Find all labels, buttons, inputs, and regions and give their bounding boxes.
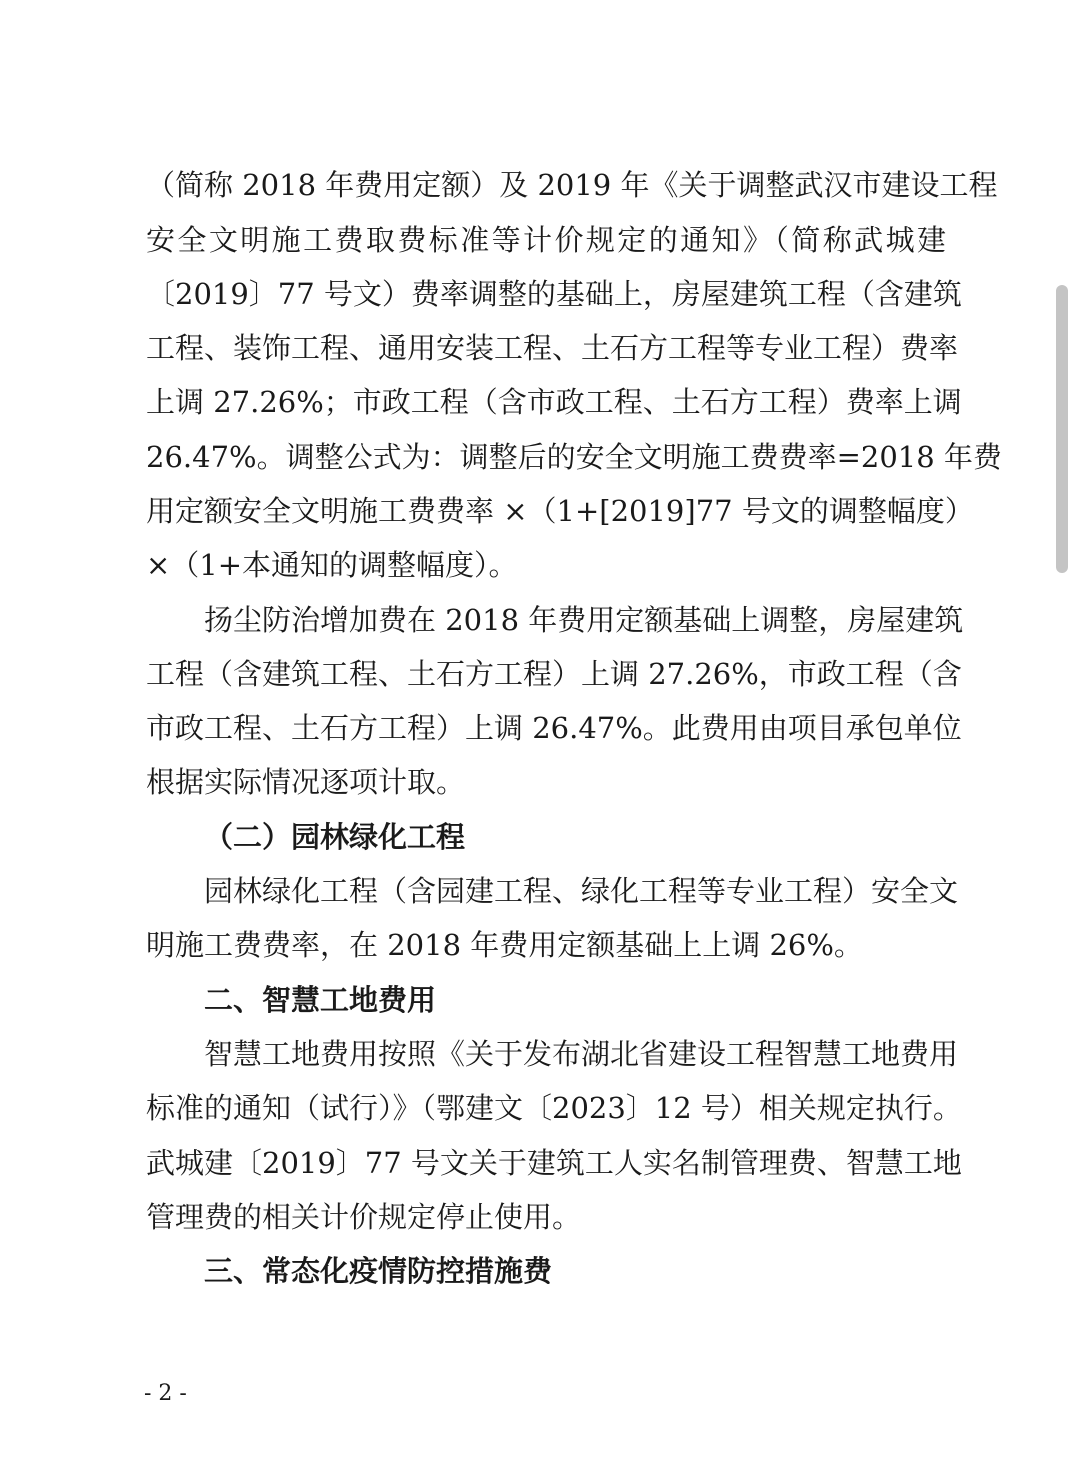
body-line: 上调 27.26%；市政工程（含市政工程、土石方工程）费率上调: [146, 385, 962, 419]
body-line: 武城建〔2019〕77 号文关于建筑工人实名制管理费、智慧工地: [146, 1146, 962, 1180]
body-line: 智慧工地费用按照《关于发布湖北省建设工程智慧工地费用: [204, 1037, 959, 1071]
body-line: 市政工程、土石方工程）上调 26.47%。此费用由项目承包单位: [146, 711, 962, 745]
body-line: 〔2019〕77 号文）费率调整的基础上，房屋建筑工程（含建筑: [146, 277, 962, 311]
body-line: ×（1+本通知的调整幅度）。: [146, 548, 518, 582]
body-line: 26.47%。调整公式为：调整后的安全文明施工费费率=2018 年费: [146, 440, 1002, 474]
body-line: 用定额安全文明施工费费率 ×（1+[2019]77 号文的调整幅度）: [146, 494, 974, 528]
body-line: 工程（含建筑工程、土石方工程）上调 27.26%，市政工程（含: [146, 657, 962, 691]
page-number: - 2 -: [144, 1381, 187, 1406]
body-line: 园林绿化工程（含园建工程、绿化工程等专业工程）安全文: [204, 874, 959, 908]
body-line: 工程、装饰工程、通用安装工程、土石方工程等专业工程）费率: [146, 331, 959, 365]
body-line: （简称 2018 年费用定额）及 2019 年《关于调整武汉市建设工程: [146, 168, 998, 202]
section-heading: 三、常态化疫情防控措施费: [204, 1254, 553, 1288]
body-line: 管理费的相关计价规定停止使用。: [146, 1200, 582, 1234]
body-line: 安全文明施工费取费标准等计价规定的通知》（简称武城建: [146, 223, 946, 257]
body-line: 明施工费费率，在 2018 年费用定额基础上上调 26%。: [146, 928, 863, 962]
section-heading: 二、智慧工地费用: [204, 983, 437, 1017]
section-heading: （二）园林绿化工程: [204, 820, 466, 854]
vertical-scrollbar-thumb[interactable]: [1056, 285, 1068, 573]
body-line: 扬尘防治增加费在 2018 年费用定额基础上调整，房屋建筑: [204, 603, 964, 637]
body-line: 标准的通知（试行）》（鄂建文〔2023〕12 号）相关规定执行。: [146, 1091, 962, 1125]
body-line: 根据实际情况逐项计取。: [146, 765, 466, 799]
